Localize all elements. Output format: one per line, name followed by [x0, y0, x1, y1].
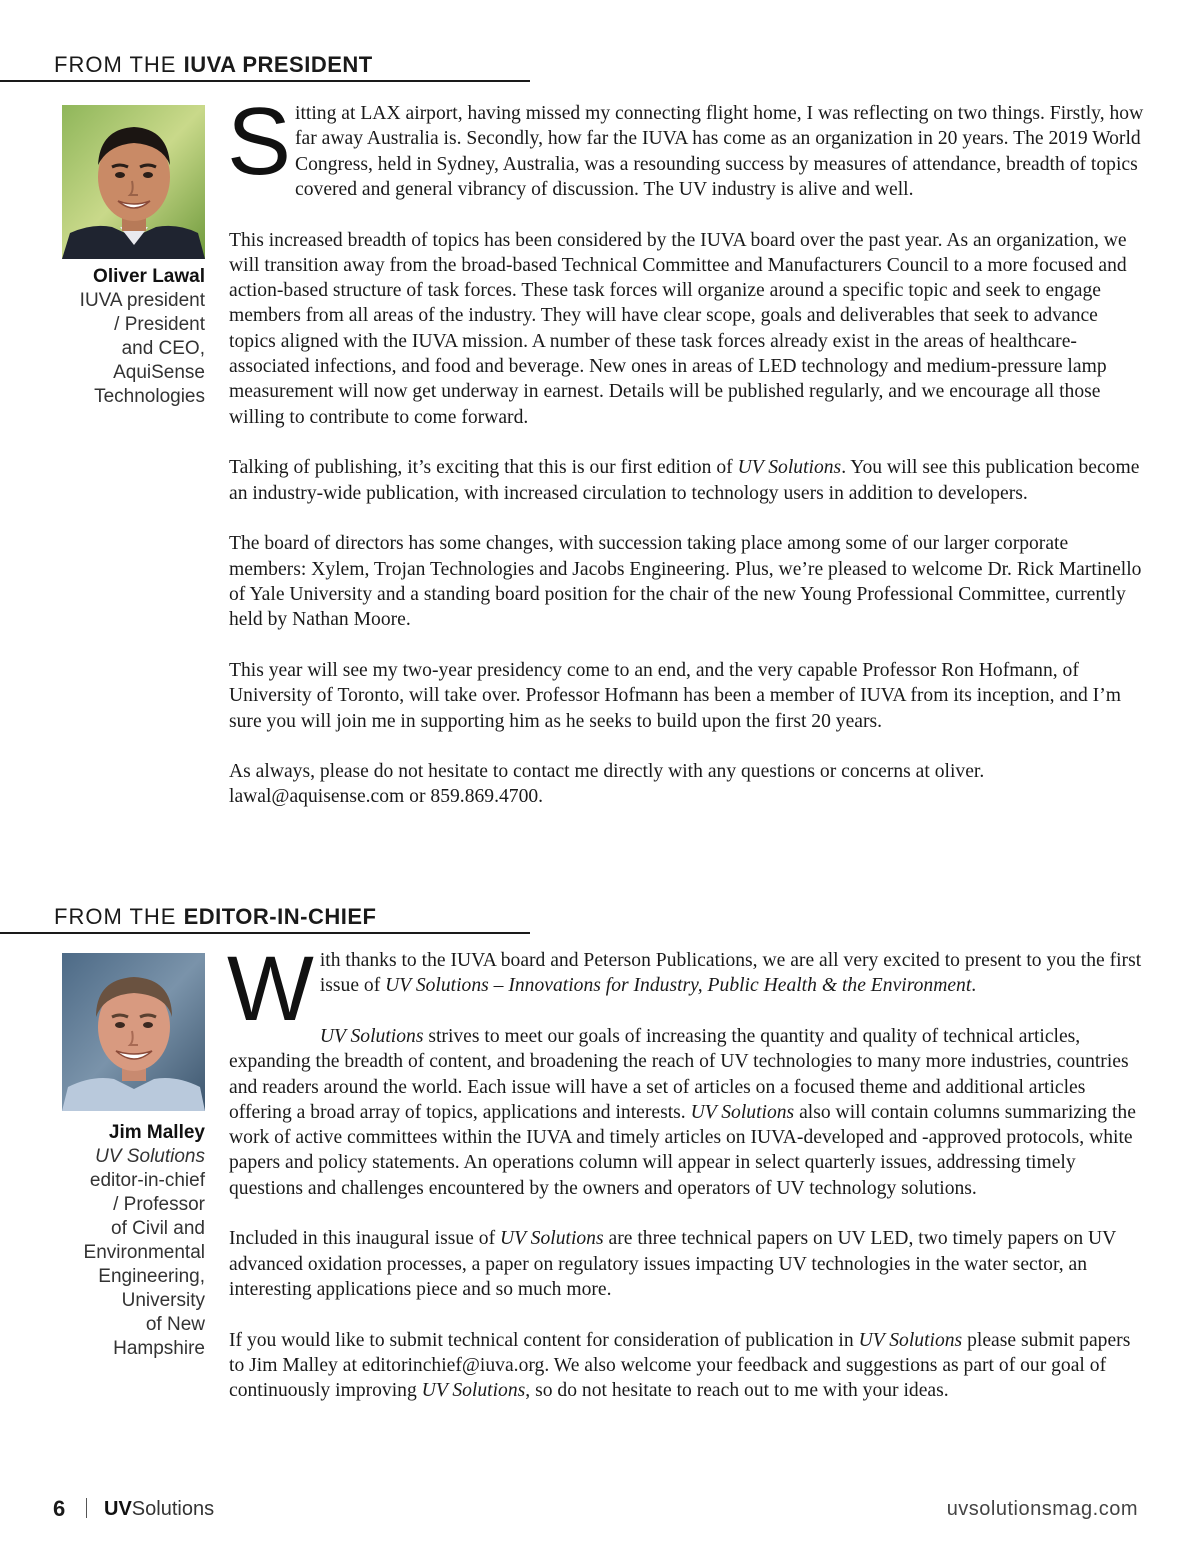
- editor-photo: [62, 953, 205, 1111]
- president-caption: [40, 265, 205, 409]
- publication-title: UV Solutions: [421, 1380, 526, 1402]
- editor-title-line: editor-in-chief: [89, 1170, 205, 1191]
- paragraph-text: . You will see this publication become an industry-wide publication, with increased circulation to technology users in addition to developers.: [229, 457, 1140, 504]
- editor-title-line: of Civil and: [111, 1218, 205, 1239]
- article-paragraph: [229, 455, 1144, 506]
- editor-name: Jim Malley: [108, 1122, 205, 1143]
- editor-title-line: of New: [145, 1314, 205, 1335]
- article-paragraph: As always, please do not hesitate to contact me directly with any questions or concerns at oliver. lawal@aquisense.com or 859.869.4700.: [229, 761, 985, 808]
- president-photo: [62, 105, 205, 259]
- paragraph-text: also will contain columns summarizing the work of active committees within the IUVA and timely articles on IUVA-developed and -approved protocols, white papers and policy statements. An operations column will appear in select quarterly issues, addressing timely questions and challenges encountered by the owners and operators of UV technology solutions.: [229, 1101, 1136, 1199]
- heading-bold: EDITOR-IN-CHIEF: [183, 904, 377, 929]
- magazine-name-rest: Solutions: [131, 1498, 215, 1520]
- editor-article: [227, 938, 1144, 1429]
- page-footer: [0, 1496, 1200, 1528]
- paragraph-text: ith thanks to the IUVA board and Peterson Publications, we are all very excited to present to you the first issue of: [319, 950, 1142, 997]
- heading-bold: IUVA PRESIDENT: [183, 52, 373, 77]
- president-title-line: Technologies: [94, 386, 205, 407]
- president-title-line: / President: [114, 314, 205, 335]
- article-paragraph: [229, 1226, 1144, 1302]
- article-paragraph: [227, 88, 1144, 202]
- website-url: uvsolutionsmag.com: [946, 1498, 1138, 1520]
- publication-title: UV Solutions: [319, 1025, 424, 1047]
- drop-cap: W: [227, 938, 314, 1040]
- president-title-line: IUVA president: [79, 290, 205, 311]
- article-paragraph: [229, 1024, 1144, 1201]
- article-paragraph: [227, 938, 1144, 1040]
- editor-title-line: University: [121, 1290, 205, 1311]
- drop-cap: S: [227, 88, 292, 195]
- paragraph-text: , so do not hesitate to reach out to me with your ideas.: [525, 1380, 949, 1402]
- president-title-line: AquiSense: [113, 362, 205, 383]
- paragraph-text: please submit papers to Jim Malley at editorinchief@iuva.org. We also welcome your feedback and suggestions as part of our goal of continuously improving: [229, 1329, 1131, 1402]
- editor-title-line: / Professor: [113, 1194, 205, 1215]
- section-heading-editor: [0, 898, 530, 934]
- publication-title: UV Solutions: [690, 1101, 795, 1123]
- paragraph-text: If you would like to submit technical content for consideration of publication in: [229, 1329, 859, 1351]
- paragraph-text: strives to meet our goals of increasing the quantity and quality of technical articles, expanding the breadth of content, and broadening the reach of UV technologies to many more industries, countries and readers around the world. Each issue will have a set of articles on a focused theme and additional articles offering a broad array of topics, applications and interests.: [229, 1025, 1129, 1123]
- article-paragraph: [229, 1328, 1144, 1404]
- publication-title: UV Solutions: [858, 1329, 963, 1351]
- page-number: 6: [53, 1496, 66, 1521]
- paragraph-text: Talking of publishing, it’s exciting that this is our first edition of: [229, 457, 738, 479]
- footer-divider: [86, 1498, 87, 1518]
- heading-prefix: FROM THE: [54, 904, 184, 929]
- article-paragraph: The board of directors has some changes, with succession taking place among some of our larger corporate members: Xylem, Trojan Technologies and Jacobs Engineering. Plus, we’re pleased to welcome Dr. Rick Martinello of Yale University and a standing board position for the chair of the new Young Professional Committee, currently held by Nathan Moore.: [229, 533, 1142, 631]
- article-paragraph: This increased breadth of topics has been considered by the IUVA board over the past year. As an organization, we will transition away from the broad-based Technical Committee and Manufacturers Council to a more focused and action-based structure of task forces. These task forces will organize around a specific topic and seek to engage members from all areas of the industry. They will have clear scope, goals and deliverables that seek to advance topics aligned with the IUVA mission. A number of these task forces already exist in the areas of healthcare-associated infections, and food and beverage. New ones in areas of LED technology and medium-pressure lamp measurement will now get underway in earnest. Details will be published regularly, and we encourage all those willing to contribute to come forward.: [229, 229, 1127, 428]
- paragraph-text: are three technical papers on UV LED, two timely papers on UV advanced oxidation processes, a paper on regulatory issues impacting UV technologies in the water sector, an interesting applications piece and so much more.: [229, 1228, 1116, 1301]
- paragraph-text: .: [971, 975, 977, 997]
- editor-title-line: Engineering,: [98, 1266, 205, 1287]
- president-name: Oliver Lawal: [93, 266, 205, 287]
- editor-caption: [40, 1121, 205, 1361]
- president-title-line: and CEO,: [121, 338, 205, 359]
- president-article: [227, 88, 1144, 835]
- publication-title: UV Solutions: [500, 1228, 604, 1250]
- editor-title-line: Environmental: [83, 1242, 205, 1263]
- editor-title-line: Hampshire: [113, 1338, 205, 1359]
- publication-title: UV Solutions – Innovations for Industry, Public Health & the Environment: [385, 975, 972, 997]
- section-heading-president: [0, 48, 530, 82]
- magazine-name: [104, 1498, 214, 1521]
- article-paragraph: This year will see my two-year presidency come to an end, and the very capable Professor Ron Hofmann, of University of Toronto, will take over. Professor Hofmann has been a member of IUVA from its inception, and I’m sure you will join me in supporting him as he seeks to build upon the first 20 years.: [229, 659, 1121, 732]
- paragraph-text: itting at LAX airport, having missed my connecting flight home, I was reflecting on two things. Firstly, how far away Australia is. Secondly, how far the IUVA has come as an organization in 20 years. The 2019 World Congress, held in Sydney, Australia, was a resounding success by measures of attendance, breadth of topics covered and general vibrancy of discussion. The UV industry is alive and well.: [295, 103, 1144, 200]
- magazine-name-bold: UV: [104, 1498, 132, 1520]
- paragraph-text: Included in this inaugural issue of: [229, 1228, 500, 1250]
- heading-prefix: FROM THE: [54, 52, 184, 77]
- publication-title: UV Solutions: [737, 457, 842, 479]
- editor-title-publication: UV Solutions: [95, 1146, 205, 1167]
